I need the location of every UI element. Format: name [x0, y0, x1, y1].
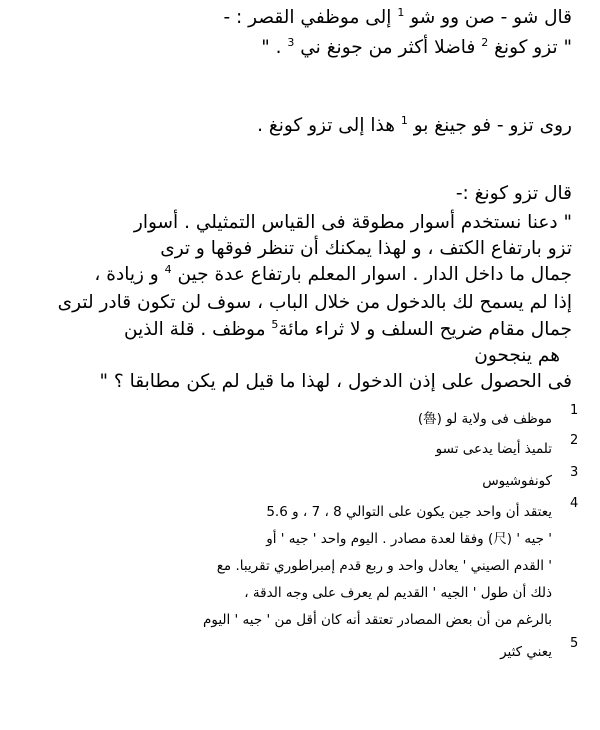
- text-run: . ": [261, 37, 288, 58]
- text-run: جمال ما داخل الدار . اسوار المعلم بارتفاع عدة جين: [171, 264, 572, 285]
- footnote-ref: 1: [400, 113, 408, 127]
- text-run: قال شو - صن وو شو: [404, 7, 572, 28]
- p3-line8: فى الحصول على إذن الدخول ، لهذا ما قيل لم يكن مطابقا ؟ ": [99, 371, 572, 392]
- text-run: فاضلا أكثر من جونغ ني: [294, 37, 482, 58]
- text-run: موظف . قلة الذين: [124, 319, 272, 340]
- text-run: هذا إلى تزو كونغ .: [257, 115, 401, 136]
- text-run: و زيادة ،: [94, 264, 165, 285]
- footnote-number: 2: [570, 433, 579, 448]
- footnote-ref: 1: [397, 5, 405, 19]
- footnote-ref: 2: [481, 35, 489, 49]
- footnote-number: 4: [570, 496, 579, 511]
- footnote-4-line3: ' القدم الصيني ' يعادل واحد و ربع قدم إمبراطوري تقريبا. مع: [216, 558, 552, 574]
- footnote-number: 3: [570, 465, 579, 480]
- footnote-1: موظف فى ولاية لو (魯): [417, 411, 552, 427]
- footnote-ref: 3: [287, 35, 295, 49]
- footnote-ref: 5: [271, 317, 279, 331]
- text-run: جمال مقام ضريح السلف و لا ثراء مائة: [278, 319, 572, 340]
- footnote-5: يعني كثير: [500, 644, 552, 660]
- p3-line3: تزو بارتفاع الكتف ، و لهذا يمكنك أن تنظر فوقها و ترى: [160, 238, 572, 259]
- footnote-ref: 4: [164, 262, 172, 276]
- p3-line6: [124, 318, 572, 342]
- p1-line2: [261, 36, 572, 60]
- footnote-4-line2: ' جيه ' (尺) وفقا لعدة مصادر . اليوم واحد ' جيه ' أو: [266, 531, 552, 547]
- footnote-4-line4: ذلك أن طول ' الجيه ' القديم لم يعرف على وجه الدقة ،: [244, 585, 552, 601]
- p3-line2: " دعنا نستخدم أسوار مطوقة فى القياس التمثيلي . أسوار: [133, 212, 572, 233]
- p2-line: [257, 114, 572, 138]
- footnote-2: تلميذ أيضا يدعى تسو: [435, 441, 552, 457]
- p3-line4: [94, 263, 572, 287]
- footnote-number: 1: [570, 403, 579, 418]
- text-run: " تزو كونغ: [488, 37, 572, 58]
- text-run: روى تزو - فو جينغ بو: [407, 115, 572, 136]
- p3-line1: قال تزو كونغ :-: [455, 183, 572, 204]
- footnote-4-line5: بالرغم من أن بعض المصادر تعتقد أنه كان أقل من ' جيه ' اليوم: [202, 612, 552, 628]
- text-run: إلى موظفي القصر : -: [223, 7, 398, 28]
- footnote-3: كونفوشيوس: [482, 473, 552, 489]
- p1-line1: [223, 6, 572, 30]
- p3-line5: إذا لم يسمح لك بالدخول من خلال الباب ، سوف لن تكون قادر لترى: [57, 292, 572, 313]
- footnote-4-line1: يعتقد أن واحد جين يكون على التوالي 8 ، 7 ، و 5.6: [266, 504, 552, 520]
- footnote-number: 5: [570, 636, 579, 651]
- p3-line7: هم ينجحون: [474, 345, 560, 366]
